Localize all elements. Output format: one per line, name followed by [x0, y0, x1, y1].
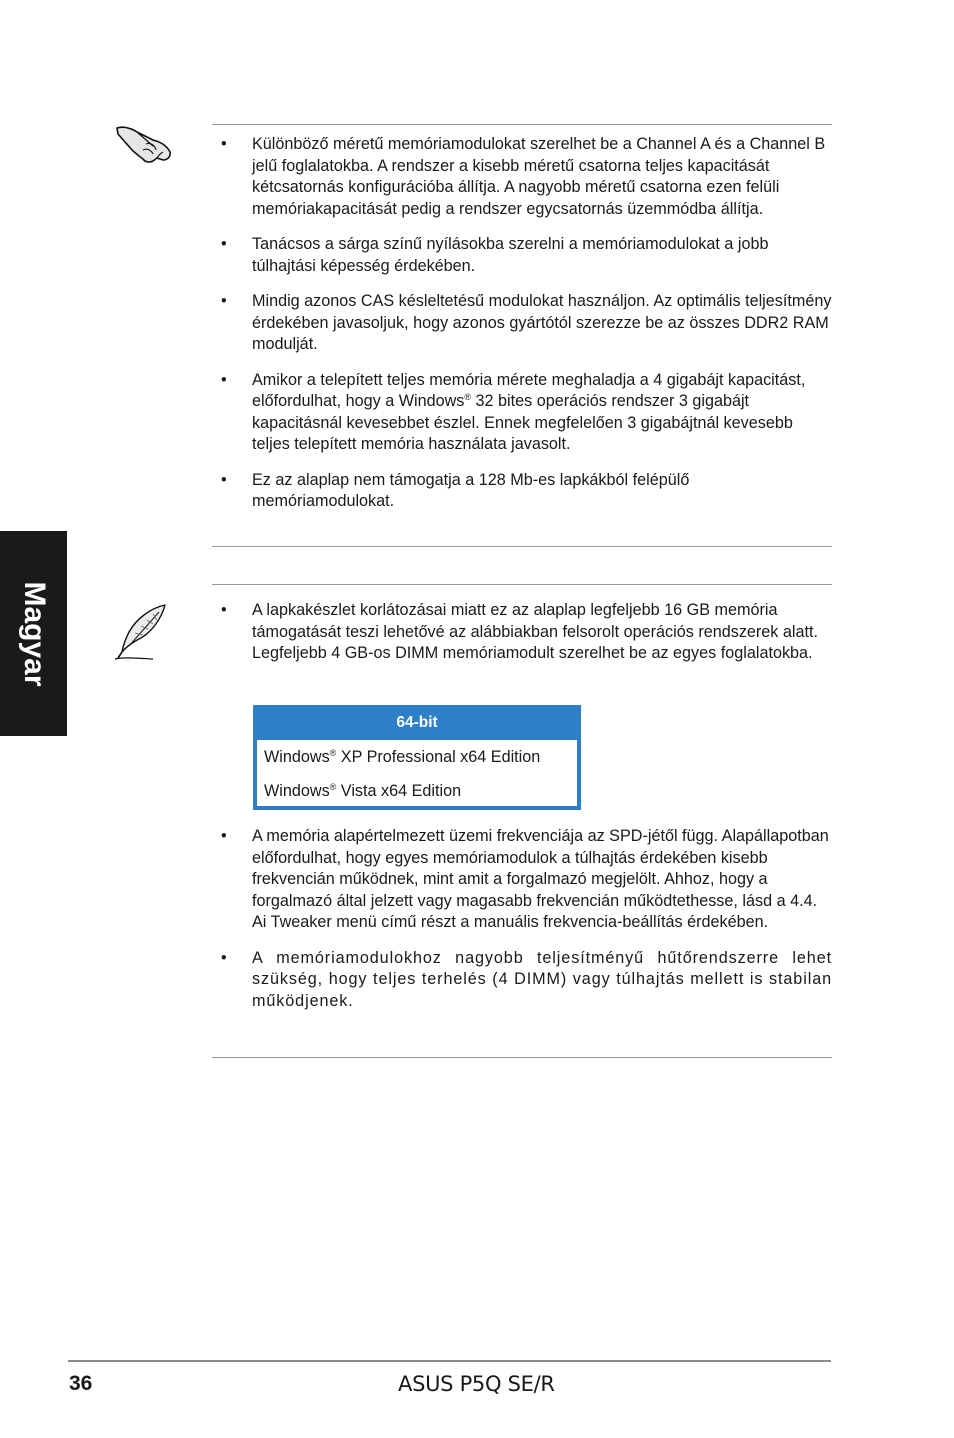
list-item-text: Ez az alaplap nem támogatja a 128 Mb-es lapkákból felépülő memóriamodulokat.	[252, 470, 690, 510]
list-item-text: 32 bites operációs rendszer 3 gigabájt kapacitásnál kevesebbet észlel. Ennek megfelelően 3 gigabájtnál kevesebb teljes telepített memória használata javasolt.	[252, 392, 793, 453]
os-support-table	[253, 705, 581, 810]
list-item-text: Különböző méretű memóriamodulokat szerelhet be a Channel A és a Channel B jelű foglalatokba. A rendszer a kisebb méretű csatorna teljes kapacitását kétcsatornás konfigurációba állítja. A nagyobb méretű csatorna ezen felüli memóriakapacitását pedig a rendszer egycsatornás üzemmódba állítja.	[252, 135, 826, 218]
os-brand: Windows	[264, 748, 330, 766]
language-tab-label: Magyar	[17, 580, 51, 687]
list-item-text: A memóriamodulokhoz nagyobb teljesítményű hűtőrendszerre lehet szükség, hogy teljes terhelés (4 DIMM) vagy túlhajtás mellett is stabilan működjenek.	[252, 948, 832, 1010]
page-number: 36	[69, 1372, 93, 1395]
bullet: •	[221, 827, 227, 845]
caution-bottom-rule	[212, 546, 832, 547]
list-item	[212, 234, 832, 277]
table-row	[264, 748, 540, 767]
list-item-text: Amikor a telepített teljes memória mérete meghaladja a 4 gigabájt kapacitást, előfordulhat, hogy a Windows	[252, 370, 806, 410]
table-body	[257, 740, 577, 806]
list-item	[212, 370, 832, 456]
table-header: 64-bit	[396, 714, 438, 731]
bullet: •	[221, 235, 227, 253]
registered-mark: ®	[464, 392, 471, 402]
registered-mark: ®	[329, 748, 337, 758]
os-brand: Windows	[264, 782, 330, 800]
note-top-rule	[212, 584, 832, 585]
bullet: •	[221, 370, 227, 389]
pointing-hand-icon	[113, 120, 175, 166]
feather-quill-icon	[113, 602, 171, 660]
bullet: •	[221, 292, 227, 310]
list-item-text: Tanácsos a sárga színű nyílásokba szerelni a memóriamodulokat a jobb túlhajtási képesség érdekében.	[252, 235, 769, 275]
list-item-text: A lapkakészlet korlátozásai miatt ez az alaplap legfeljebb 16 GB memória támogatását teszi lehetővé az alábbiakban felsorolt operációs rendszerek alatt. Legfeljebb 4 GB-os DIMM memóriamodult szerelhet be az egyes foglalatokba.	[252, 601, 818, 662]
registered-mark: ®	[329, 782, 337, 792]
list-item-text: Mindig azonos CAS késleltetésű modulokat használjon. Az optimális teljesítmény érdekében javasoljuk, hogy azonos gyártótól szerezze be az összes DDR2 RAM modulját.	[252, 292, 832, 353]
footer-title: ASUS P5Q SE/R	[398, 1372, 555, 1396]
bullet: •	[221, 135, 227, 153]
caution-top-rule	[212, 124, 832, 125]
list-item	[212, 470, 832, 513]
list-item-text: A memória alapértelmezett üzemi frekvenciája az SPD-jétől függ. Alapállapotban előfordulhat, hogy egyes memóriamodulok a túlhajtás érdekében kisebb frekvencián működnek, mint amit a forgalmazó megjelölt. Ahhoz, hogy a forgalmazó által jelzett vagy magasabb frekvencián működtethesse, lásd a 4.4. Ai Tweaker menü című részt a manuális frekvencia-beállítás érdekében.	[252, 827, 829, 931]
os-edition: XP Professional x64 Edition	[336, 748, 541, 766]
list-item	[212, 134, 832, 220]
caution-list	[212, 134, 832, 513]
bullet: •	[221, 470, 227, 489]
note-list-2	[212, 826, 832, 1012]
note-bottom-rule	[212, 1057, 832, 1058]
os-edition: Vista x64 Edition	[336, 782, 462, 800]
list-item	[212, 600, 832, 665]
list-item	[212, 826, 832, 934]
language-side-tab	[0, 531, 67, 736]
bullet: •	[221, 601, 227, 619]
list-item	[212, 291, 832, 356]
table-row	[264, 782, 461, 801]
list-item	[212, 948, 832, 1013]
note-list-1	[212, 600, 832, 665]
footer-rule	[68, 1360, 831, 1362]
bullet: •	[221, 948, 228, 967]
